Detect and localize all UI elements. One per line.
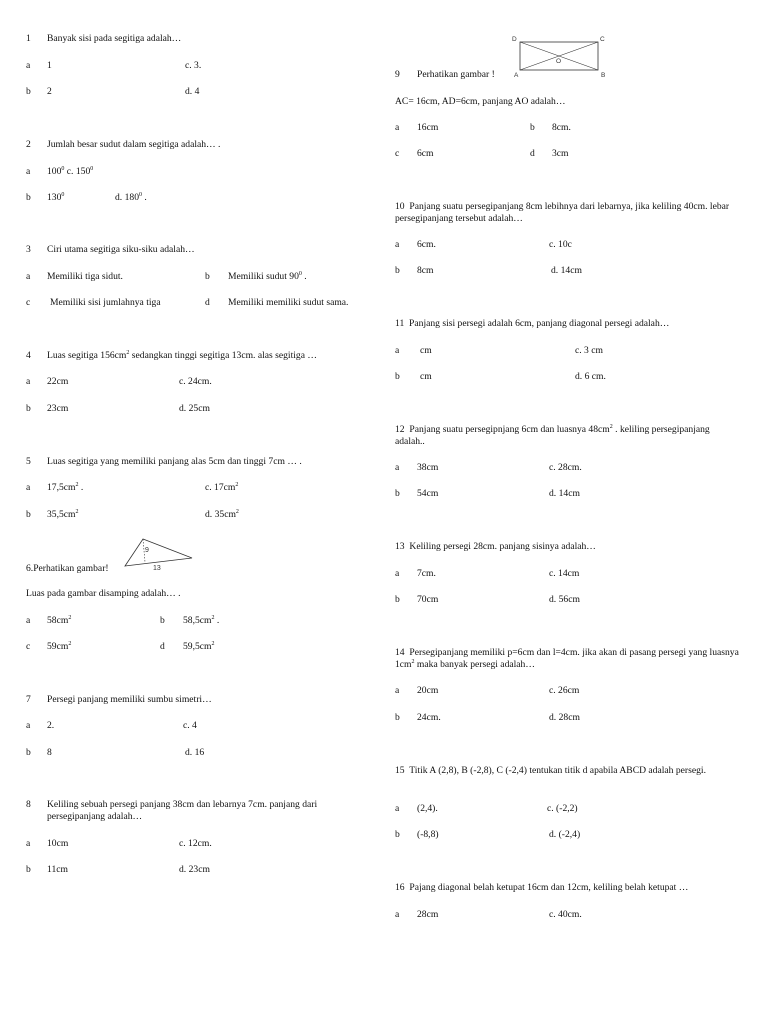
q4-text-part2: sedangkan tinggi segitiga 13cm. alas segitiga … <box>129 350 317 361</box>
q9-number: 9 <box>395 69 400 80</box>
center-o-label: O <box>556 58 562 65</box>
q16-option-c: c. 40cm. <box>549 909 582 920</box>
triangle-figure <box>122 536 196 572</box>
q9-option-d: 3cm <box>552 148 569 159</box>
q5-option-a-tail: . <box>78 482 84 493</box>
q14-option-a: 20cm <box>417 685 439 696</box>
q12-body-part1: Panjang suatu persegipnjang 6cm dan luasnya 48cm <box>409 424 610 435</box>
q5-option-b-wrap <box>47 509 79 521</box>
q7-a-label: a <box>26 720 31 731</box>
q11-text <box>395 318 669 330</box>
q11-option-b: cm <box>420 371 432 382</box>
q14-body-part2: maka banyak persegi adalah… <box>414 659 535 670</box>
q10-option-a: 6cm. <box>417 239 436 250</box>
q15-option-a: (2,4). <box>417 803 438 814</box>
q3-d-label: d <box>205 297 210 308</box>
q4-option-c: c. 24cm. <box>179 376 212 387</box>
q4-text-part1: Luas segitiga 156cm <box>47 350 127 361</box>
q4-a-label: a <box>26 376 31 387</box>
q2-option-d: d. 180 <box>115 192 139 203</box>
q7-option-d: d. 16 <box>185 747 205 758</box>
q8-a-label: a <box>26 838 31 849</box>
q8-option-a: 10cm <box>47 838 69 849</box>
q5-text: Luas segitiga yang memiliki panjang alas 5cm dan tinggi 7cm … . <box>47 456 302 467</box>
q10-option-c: c. 10c <box>549 239 572 250</box>
q2-option-b: 130 <box>47 192 62 203</box>
q12-number: 12 <box>395 424 405 435</box>
q7-b-label: b <box>26 747 31 758</box>
q2-option-a: 100 <box>47 166 62 177</box>
q12-option-d: d. 14cm <box>549 488 580 499</box>
vertex-c-label: C <box>600 36 605 43</box>
q10-option-b: 8cm <box>417 265 434 276</box>
triangle-height-label: 9 <box>145 547 149 554</box>
q16-body: Pajang diagonal belah ketupat 16cm dan 12cm, keliling belah ketupat … <box>409 882 689 893</box>
q1-option-a: 1 <box>47 60 52 71</box>
q7-text: Persegi panjang memiliki sumbu simetri… <box>47 694 212 705</box>
q9-text: Perhatikan gambar ! <box>417 69 495 80</box>
q13-number: 13 <box>395 541 405 552</box>
squared-mark: 2 <box>411 658 415 665</box>
q4-option-a: 22cm <box>47 376 69 387</box>
q10-body: Panjang suatu persegipanjang 8cm lebihnya dari lebarnya, jika keliling 40cm. lebar persegipanjang tersebut adalah… <box>395 201 730 224</box>
q6-label: 6.Perhatikan gambar! <box>26 563 109 574</box>
q4-text <box>47 350 317 362</box>
q13-option-d: d. 56cm <box>549 594 580 605</box>
q1-option-d: d. 4 <box>185 86 200 97</box>
q6-text: Luas pada gambar disamping adalah… . <box>26 588 181 599</box>
triangle-shape <box>125 539 192 566</box>
q3-number: 3 <box>26 244 31 255</box>
degree-mark: 0 <box>90 165 94 172</box>
q6-option-c-wrap <box>47 641 71 653</box>
rectangle-diagonals-figure <box>510 32 608 82</box>
squared-mark: 2 <box>609 423 613 430</box>
q15-option-b: (-8,8) <box>417 829 439 840</box>
q9-given: AC= 16cm, AD=6cm, panjang AO adalah… <box>395 96 566 107</box>
q16-a-label: a <box>395 909 400 920</box>
q14-body-part1: Persegipanjang memiliki p=6cm dan l=4cm. jika akan di pasang persegi yang luasnya 1cm <box>395 647 739 670</box>
q13-b-label: b <box>395 594 400 605</box>
q2-number: 2 <box>26 139 31 150</box>
q15-option-d: d. (-2,4) <box>549 829 581 840</box>
q7-number: 7 <box>26 694 31 705</box>
q12-option-c: c. 28cm. <box>549 462 582 473</box>
q5-a-label: a <box>26 482 31 493</box>
q14-option-b: 24cm. <box>417 712 441 723</box>
degree-mark: 0 <box>138 191 142 198</box>
q14-text <box>395 647 750 671</box>
q12-option-a: 38cm <box>417 462 439 473</box>
q9-b-label: b <box>530 122 535 133</box>
q4-b-label: b <box>26 403 31 414</box>
q14-b-label: b <box>395 712 400 723</box>
q13-option-a: 7cm. <box>417 568 436 579</box>
vertex-a-label: A <box>514 72 519 79</box>
vertex-d-label: D <box>512 36 517 43</box>
q9-option-c: 6cm <box>417 148 434 159</box>
q6-option-b: 58,5cm <box>183 615 212 626</box>
q8-option-c: c. 12cm. <box>179 838 212 849</box>
q6-d-label: d <box>160 641 165 652</box>
q3-option-a: Memiliki tiga sidut. <box>47 271 123 282</box>
q2-b-label: b <box>26 192 31 203</box>
q1-number: 1 <box>26 33 31 44</box>
q2-option-b-wrap <box>47 192 64 204</box>
q2-options-a-c <box>47 166 93 178</box>
q14-number: 14 <box>395 647 405 658</box>
q14-option-c: c. 26cm <box>549 685 580 696</box>
q3-option-d: Memiliki memiliki sudut sama. <box>228 297 349 308</box>
q6-option-d-wrap <box>183 641 215 653</box>
q16-option-a: 28cm <box>417 909 439 920</box>
squared-mark: 2 <box>211 640 215 647</box>
q3-c-label: c <box>26 297 31 308</box>
q6-option-b-wrap <box>183 615 219 627</box>
q8-option-b: 11cm <box>47 864 68 875</box>
q10-option-d: d. 14cm <box>551 265 582 276</box>
q10-text <box>395 201 745 225</box>
q3-text: Ciri utama segitiga siku-siku adalah… <box>47 244 195 255</box>
q4-number: 4 <box>26 350 31 361</box>
q5-option-b: 35,5cm <box>47 509 76 520</box>
q3-option-b-wrap <box>228 271 307 283</box>
q2-option-c: c. 150 <box>66 166 91 177</box>
q2-text: Jumlah besar sudut dalam segitiga adalah… . <box>47 139 221 150</box>
q6-option-d: 59,5cm <box>183 641 212 652</box>
squared-mark: 2 <box>235 508 239 515</box>
squared-mark: 2 <box>126 349 130 356</box>
q8-b-label: b <box>26 864 31 875</box>
q12-a-label: a <box>395 462 400 473</box>
q15-text <box>395 765 735 777</box>
q13-option-b: 70cm <box>417 594 439 605</box>
q13-option-c: c. 14cm <box>549 568 580 579</box>
q15-body: Titik A (2,8), B (-2,8), C (-2,4) tentukan titik d apabila ABCD adalah persegi. <box>409 765 706 776</box>
q10-b-label: b <box>395 265 400 276</box>
q14-a-label: a <box>395 685 400 696</box>
degree-mark: 0 <box>61 191 65 198</box>
triangle-base-label: 13 <box>153 565 161 572</box>
q7-option-a: 2. <box>47 720 55 731</box>
q15-number: 15 <box>395 765 405 776</box>
q13-a-label: a <box>395 568 400 579</box>
q6-b-label: b <box>160 615 165 626</box>
q5-option-d: d. 35cm <box>205 509 236 520</box>
q2-a-label: a <box>26 166 31 177</box>
q11-number: 11 <box>395 318 405 329</box>
q6-option-c: 59cm <box>47 641 69 652</box>
q1-option-c: c. 3. <box>185 60 202 71</box>
degree-mark: 0 <box>298 270 302 277</box>
q1-option-b: 2 <box>47 86 52 97</box>
q3-a-label: a <box>26 271 31 282</box>
q6-option-a-wrap <box>47 615 71 627</box>
q15-a-label: a <box>395 803 400 814</box>
q11-b-label: b <box>395 371 400 382</box>
q9-option-b: 8cm. <box>552 122 571 133</box>
q15-option-c: c. (-2,2) <box>547 803 578 814</box>
q5-option-c-wrap <box>205 482 238 494</box>
q9-d-label: d <box>530 148 535 159</box>
q15-b-label: b <box>395 829 400 840</box>
squared-mark: 2 <box>75 481 79 488</box>
q10-a-label: a <box>395 239 400 250</box>
squared-mark: 2 <box>235 481 239 488</box>
q3-b-label: b <box>205 271 210 282</box>
q1-a-label: a <box>26 60 31 71</box>
q3-option-b-tail: . <box>301 271 307 282</box>
q1-text: Banyak sisi pada segitiga adalah… <box>47 33 182 44</box>
q1-b-label: b <box>26 86 31 97</box>
q7-option-b: 8 <box>47 747 52 758</box>
q4-option-b: 23cm <box>47 403 69 414</box>
q8-text: Keliling sebuah persegi panjang 38cm dan lebarnya 7cm. panjang dari persegipanjang adalah… <box>47 799 318 822</box>
q5-option-a-wrap <box>47 482 83 494</box>
q16-text <box>395 882 688 894</box>
q12-body-part2: . keliling persegipanjang adalah.. <box>395 424 710 447</box>
q4-option-d: d. 25cm <box>179 403 210 414</box>
squared-mark: 2 <box>75 508 79 515</box>
q8-number: 8 <box>26 799 31 810</box>
q10-number: 10 <box>395 201 405 212</box>
q16-number: 16 <box>395 882 405 893</box>
q2-option-d-tail: . <box>141 192 147 203</box>
q3-option-c: Memiliki sisi jumlahnya tiga <box>50 297 161 308</box>
right-column <box>384 0 768 1024</box>
q11-option-d: d. 6 cm. <box>575 371 606 382</box>
q9-option-a: 16cm <box>417 122 439 133</box>
q12-option-b: 54cm <box>417 488 439 499</box>
q7-option-c: c. 4 <box>183 720 197 731</box>
q11-a-label: a <box>395 345 400 356</box>
q11-body: Panjang sisi persegi adalah 6cm, panjang diagonal persegi adalah… <box>409 318 670 329</box>
q5-number: 5 <box>26 456 31 467</box>
q5-option-c: c. 17cm <box>205 482 236 493</box>
q5-option-a: 17,5cm <box>47 482 76 493</box>
degree-mark: 0 <box>61 165 65 172</box>
q13-body: Keliling persegi 28cm. panjang sisinya adalah… <box>409 541 596 552</box>
q6-option-a: 58cm <box>47 615 69 626</box>
q11-option-a: cm <box>420 345 432 356</box>
q6-option-b-tail: . <box>214 615 220 626</box>
q12-b-label: b <box>395 488 400 499</box>
q5-option-d-wrap <box>205 509 239 521</box>
q2-option-d-wrap <box>115 192 147 204</box>
q9-a-label: a <box>395 122 400 133</box>
q8-option-d: d. 23cm <box>179 864 210 875</box>
vertex-b-label: B <box>601 72 606 79</box>
q3-option-b: Memiliki sudut 90 <box>228 271 299 282</box>
q12-text <box>395 424 740 448</box>
q6-a-label: a <box>26 615 31 626</box>
q6-c-label: c <box>26 641 31 652</box>
q5-b-label: b <box>26 509 31 520</box>
q9-c-label: c <box>395 148 400 159</box>
q14-option-d: d. 28cm <box>549 712 580 723</box>
q11-option-c: c. 3 cm <box>575 345 603 356</box>
squared-mark: 2 <box>68 640 72 647</box>
squared-mark: 2 <box>68 614 72 621</box>
q13-text <box>395 541 596 553</box>
squared-mark: 2 <box>211 614 215 621</box>
